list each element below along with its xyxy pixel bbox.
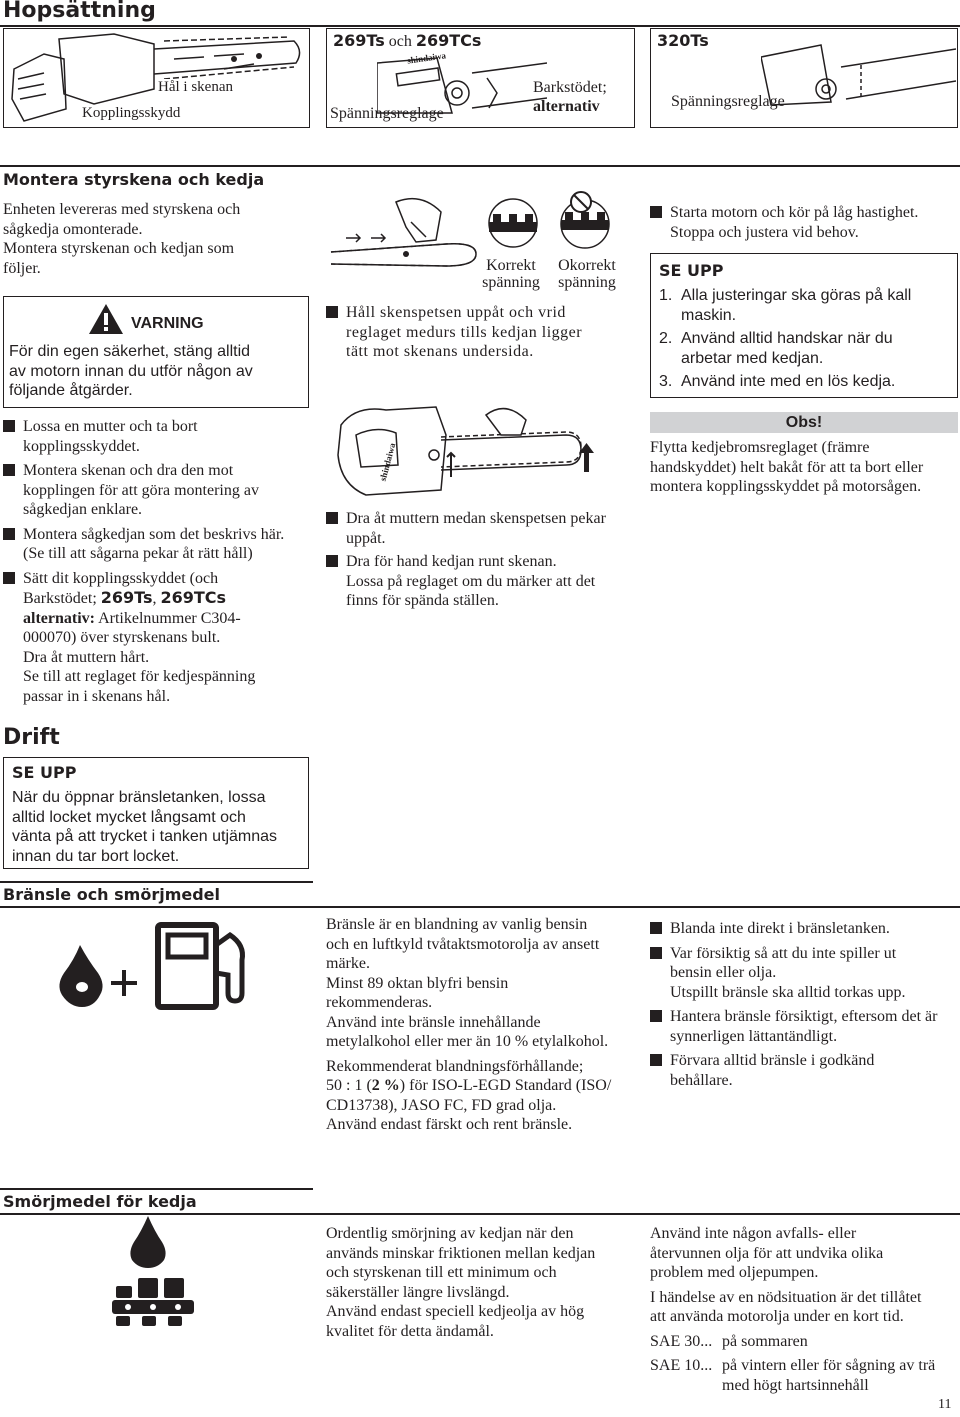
middle-steps <box>326 509 626 611</box>
model-269tcs: 269TCs <box>415 31 482 50</box>
intro-line: följer. <box>3 259 41 277</box>
item-number: 2. <box>659 330 673 347</box>
oil-line: Använd endast speciell kedjeolja av hög <box>326 1303 585 1320</box>
step-item <box>3 569 313 707</box>
oil-line: problem med oljepumpen. <box>650 1264 819 1281</box>
step-line: Starta motorn och kör på låg hastighet. <box>670 204 919 221</box>
fuel-line: Minst 89 oktan blyfri bensin <box>326 974 509 992</box>
model-269ts-inline: 269Ts <box>100 588 153 607</box>
step-item <box>3 417 313 456</box>
text-optional: alternativ: <box>23 609 95 627</box>
section-rule-oil <box>0 1188 313 1190</box>
bullet-icon <box>3 528 15 540</box>
oil-line: återvunnen olja för att undvika olika <box>650 1244 884 1262</box>
caution-line: maskin. <box>681 306 737 324</box>
step-line: Stoppa och justera vid behov. <box>670 223 859 241</box>
step-line: Lossa en mutter och ta bort <box>23 418 198 435</box>
figure-320ts <box>650 28 958 128</box>
bullet-icon <box>650 947 662 959</box>
bullet-icon <box>3 420 15 432</box>
fuel-item <box>650 944 960 1003</box>
model-320ts: 320Ts <box>657 31 709 50</box>
label-clutch-cover: Kopplingsskydd <box>82 105 181 121</box>
oil-line: att använda motorolja under en kort tid. <box>650 1308 904 1325</box>
label-line: spänning <box>558 274 616 291</box>
label-hole: Hål i skenan <box>158 79 233 95</box>
mount-intro <box>3 200 313 278</box>
step-line: Se till att reglaget för kedjespänning <box>23 668 256 685</box>
oil-line: Ordentlig smörjning av kedjan när den <box>326 1225 574 1242</box>
sae-row <box>650 1356 960 1395</box>
caution-text <box>12 788 308 866</box>
mount-steps <box>3 417 313 706</box>
section-title-fuel: Bränsle och smörjmedel <box>3 885 221 904</box>
step-item <box>650 203 958 242</box>
fuel-line: Var försiktig så att du inte spiller ut <box>670 944 897 962</box>
oil-drop-icon <box>130 1216 165 1268</box>
sae-dots: ... <box>700 1357 713 1374</box>
item-number: 1. <box>659 287 673 304</box>
warning-label: VARNING <box>131 315 204 332</box>
oil-line: används minskar friktionen mellan kedjan <box>326 1244 596 1262</box>
chain-oil-col2 <box>326 1224 646 1341</box>
caution-line: alltid locket mycket långsamt och <box>12 808 246 826</box>
sae-grade-value: SAE 10 <box>650 1357 701 1374</box>
fuel-line: synnerligen lättantändligt. <box>670 1027 838 1045</box>
caution-item <box>659 286 954 325</box>
step-item <box>3 525 313 564</box>
bullet-icon <box>650 1054 662 1066</box>
header-och: och <box>388 33 412 50</box>
step-line: Montera sågkedjan som det beskrivs här. <box>23 525 285 543</box>
figure-269ts <box>326 28 635 128</box>
tensioner-320-illustration <box>761 37 956 107</box>
fuel-line: metylalkohol eller mer än 10 % etylalkohol. <box>326 1033 609 1050</box>
item-number: 3. <box>659 373 673 390</box>
fuel-line <box>326 1076 646 1096</box>
chain-oil-icon <box>108 1214 208 1332</box>
fuel-icons <box>50 915 270 1011</box>
model-269tcs-inline: 269TCs <box>160 588 227 607</box>
section-rule-mount <box>0 165 960 167</box>
model-269ts: 269Ts <box>333 31 385 50</box>
fuel-line: CD13738), JASO FC, FD grad olja. <box>326 1096 557 1114</box>
fuel-item <box>650 919 960 939</box>
incorrect-tension-icon <box>553 190 617 250</box>
sae-grade <box>650 1332 712 1352</box>
page-heading: Hopsättning <box>3 0 156 23</box>
fuel-line: Använd endast färskt och rent bränsle. <box>326 1116 573 1133</box>
step-line <box>23 588 313 609</box>
brand-label: shindaiwa <box>406 50 447 66</box>
step-line: reglaget medurs tills kedjan ligger <box>346 323 583 341</box>
note-line: montera kopplingsskyddet på motorsågen. <box>650 478 922 495</box>
oil-line: och styrskenan till ett minimum och <box>326 1264 557 1281</box>
fuel-line: märke. <box>326 955 370 972</box>
step-item <box>326 552 626 611</box>
step-item <box>326 509 626 548</box>
label-tensioner-320: Spänningsreglage <box>671 93 785 110</box>
sae-grade-value: SAE 30 <box>650 1332 701 1350</box>
step-line: Dra åt muttern hårt. <box>23 648 150 666</box>
warning-text <box>9 342 305 401</box>
chainsaw-illustration <box>326 395 626 505</box>
step-line: kopplingsskyddet. <box>23 437 140 455</box>
oil-line: I händelse av en nödsituation är det tillåtet <box>650 1288 922 1306</box>
fuel-item <box>650 1051 960 1090</box>
fuel-line: rekommenderas. <box>326 994 433 1011</box>
step-start <box>650 203 958 242</box>
note-label: Obs! <box>650 412 958 433</box>
caution-line: vänta på att trycket i tanken utjämnas <box>12 828 278 845</box>
bullet-icon <box>650 1010 662 1022</box>
bullet-icon <box>3 464 15 476</box>
step-line: (Se till att sågarna pekar åt rätt håll) <box>23 545 253 562</box>
caution-item <box>659 372 954 392</box>
fuel-line: behållare. <box>670 1071 733 1089</box>
warning-box <box>3 296 309 408</box>
step-line: tätt mot skenans undersida. <box>346 343 534 360</box>
fuel-line: bensin eller olja. <box>670 964 777 981</box>
caution-line: Använd inte med en lös kedja. <box>681 373 896 390</box>
section-rule-fuel <box>0 881 313 883</box>
caution-line: arbetar med kedjan. <box>681 349 824 367</box>
fuel-line: Hantera bränsle försiktigt, eftersom det är <box>670 1008 938 1025</box>
caution-label: SE UPP <box>659 261 724 280</box>
text-bumper: Barkstödet; <box>23 590 97 607</box>
step-line: sågkedjan enklare. <box>23 501 143 518</box>
warning-icon <box>88 303 124 335</box>
comma: , <box>152 590 157 607</box>
fuel-item <box>650 1007 960 1046</box>
label-line: Korrekt <box>486 257 536 274</box>
bullet-icon <box>3 572 15 584</box>
step-line: Dra för hand kedjan runt skenan. <box>346 553 557 570</box>
warning-line: följande åtgärder. <box>9 382 133 399</box>
bullet-icon <box>326 555 338 567</box>
step-line: Lossa på reglaget om du märker att det <box>346 572 596 590</box>
chain-icon <box>112 1278 194 1326</box>
label-correct <box>478 257 544 291</box>
note-line: handskyddet) helt bakåt för att ta bort eller <box>650 458 924 476</box>
fuel-line: Blanda inte direkt i bränsletanken. <box>670 920 890 937</box>
fuel-col2 <box>326 915 646 1135</box>
section-title-chain-oil: Smörjmedel för kedja <box>3 1192 197 1211</box>
bullet-icon <box>326 306 338 318</box>
fuel-line: och en luftkyld tvåtaktsmotorolja av ansett <box>326 935 600 953</box>
step-line: uppåt. <box>346 529 386 547</box>
sae-dots: ... <box>700 1332 713 1350</box>
caution-list <box>659 286 954 392</box>
header-269 <box>333 31 481 51</box>
oil-line: kvalitet för detta ändamål. <box>326 1322 494 1340</box>
step-line: kopplingen för att göra montering av <box>23 481 259 499</box>
fuel-line: Utspillt bränsle ska alltid torkas upp. <box>670 983 906 1001</box>
correct-tension-icon <box>483 198 543 250</box>
fuel-line: Bränsle är en blandning av vanlig bensin <box>326 916 588 933</box>
step-hold <box>326 303 626 362</box>
fuel-line: Förvara alltid bränsle i godkänd <box>670 1052 875 1069</box>
caution-line: Alla justeringar ska göras på kall <box>681 287 912 304</box>
bullet-icon <box>650 206 662 218</box>
warning-line: av motorn innan du utför någon av <box>9 362 253 380</box>
step-item <box>3 461 313 520</box>
caution-line: innan du tar bort locket. <box>12 847 180 865</box>
caution-line: Använd alltid handskar när du <box>681 330 893 347</box>
text-part-number: Artikelnummer C304- <box>94 609 241 627</box>
step-item <box>326 303 626 362</box>
caution-line: När du öppnar bränsletanken, lossa <box>12 789 266 806</box>
label-tensioner-269: Spänningsreglage <box>330 105 444 122</box>
ratio-text: 50 : 1 ( <box>326 1077 372 1094</box>
step-line: Dra åt muttern medan skenspetsen pekar <box>346 510 606 527</box>
sae-text: med högt hartsinnehåll <box>722 1376 869 1394</box>
label-line: Okorrekt <box>558 257 616 274</box>
step-line: finns för spända ställen. <box>346 592 499 609</box>
oil-line: Använd inte någon avfalls- eller <box>650 1225 857 1242</box>
ratio-percent: 2 % <box>371 1077 400 1094</box>
label-line: spänning <box>482 274 540 291</box>
warning-line: För din egen säkerhet, stäng alltid <box>9 343 251 360</box>
sae-text: på vintern eller för sågning av trä <box>722 1357 936 1374</box>
intro-line: Enheten levereras med styrskena och <box>3 201 241 218</box>
bullet-icon <box>326 512 338 524</box>
section-title-operation: Drift <box>3 725 60 750</box>
heading-rule <box>0 25 960 27</box>
chain-oil-col3 <box>650 1224 960 1395</box>
caution-item <box>659 329 954 368</box>
step-line: Montera skenan och dra den mot <box>23 462 234 479</box>
page-number: 11 <box>938 1397 952 1412</box>
section-title-mount: Montera styrskena och kedja <box>3 170 265 189</box>
caution-label: SE UPP <box>12 763 77 782</box>
step-line <box>23 609 313 629</box>
figure-clutch-cover <box>3 28 310 128</box>
bullet-icon <box>650 922 662 934</box>
sae-row <box>650 1332 960 1352</box>
caution-box-fuel <box>3 757 309 869</box>
warning-header <box>88 303 124 335</box>
brand-label-2: shindaiwa <box>377 441 398 483</box>
fuel-line: Rekommenderat blandningsförhållande; <box>326 1057 584 1075</box>
sae-text: på sommaren <box>722 1332 808 1350</box>
oil-line: säkerställer längre livslängd. <box>326 1283 510 1301</box>
intro-line: Montera styrskenan och kedjan som <box>3 240 235 257</box>
sae-grade <box>650 1356 712 1376</box>
note-line: Flytta kedjebromsreglaget (främre <box>650 439 870 456</box>
label-bumper: Barkstödet; <box>533 79 607 96</box>
label-optional: alternativ <box>533 98 600 115</box>
fuel-line: Använd inte bränsle innehållande <box>326 1013 541 1031</box>
step-line: 000070) över styrskenans bult. <box>23 629 221 646</box>
label-incorrect <box>552 257 622 291</box>
caution-box-adjust <box>650 253 958 398</box>
section-rule-fuel-bottom <box>0 906 960 908</box>
step-line: passar in i skenans hål. <box>23 687 171 705</box>
drop-icon <box>59 945 102 1007</box>
fuel-col3 <box>650 919 960 1090</box>
step-line: Sätt dit kopplingsskyddet (och <box>23 569 219 587</box>
intro-line: sågkedja omonterade. <box>3 220 143 238</box>
ratio-standard: ) för ISO-L-EGD Standard (ISO/ <box>399 1077 612 1094</box>
step-line: Håll skenspetsen uppåt och vrid <box>346 304 566 321</box>
note-text <box>650 438 960 497</box>
